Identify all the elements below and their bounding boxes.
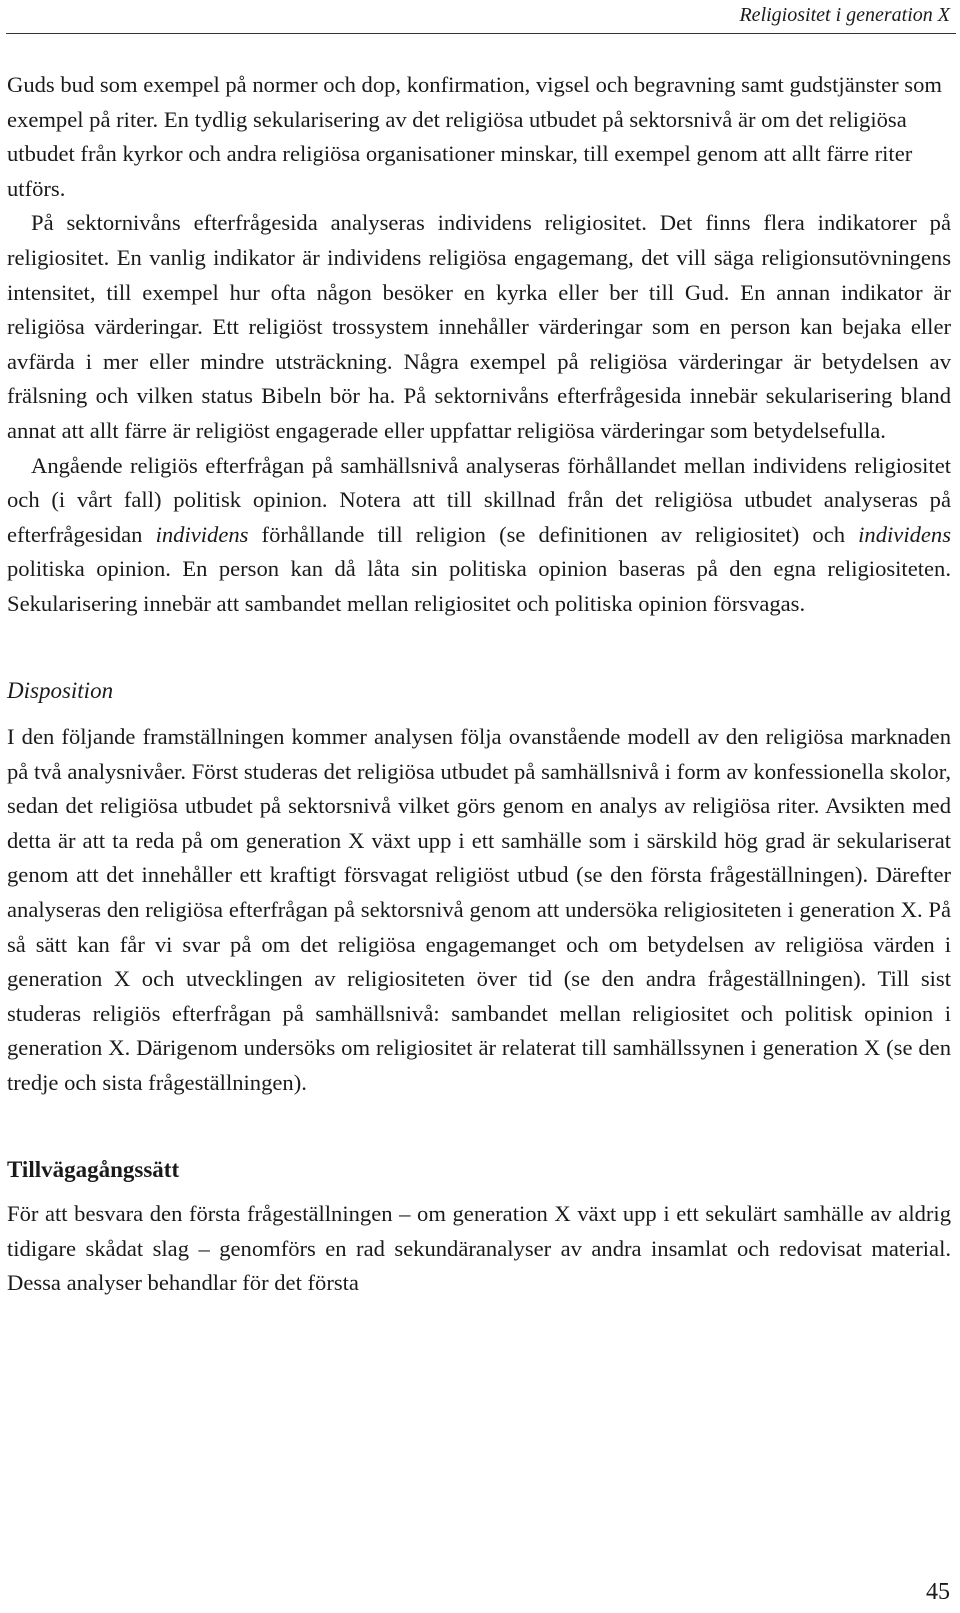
body-text [7, 68, 951, 1301]
paragraph-intro-2: På sektornivåns efterfrågesida analyseras individens religiositet. Det finns flera indikatorer på religiositet. En vanlig indikator är individens religiösa engagemang, det vill säga religionsutövningens intensitet, till exempel hur ofta någon besöker en kyrka eller ber till Gud. En annan indikator är religiösa värderingar. Ett religiöst trossystem innehåller värderingar som en person kan bejaka eller avfärda i mer eller mindre utsträckning. Några exempel på religiösa värderingar är betydelsen av frälsning och vilken status Bibeln bör ha. På sektornivåns efterfrågesida innebär sekularisering bland annat att allt färre är religiöst engagerade eller uppfattar religiösa värderingar som betydelsefulla. [7, 210, 951, 443]
paragraph-intro-3-text-b: förhållande till religion (se definitionen av religiositet) och [248, 521, 859, 547]
header-rule [6, 33, 956, 34]
paragraph-disposition: I den följande framställningen kommer analysen följa ovanstående modell av den religiösa marknaden på två analysnivåer. Först studeras det religiösa utbudet på samhällsnivå i form av konfessionella skolor, sedan det religiösa utbudet på sektorsnivå vilket görs genom en analys av religiösa riter. Avsikten med detta är att ta reda på om generation X växt upp i ett samhälle som i särskild hög grad är sekulariserat genom att det innehåller ett kraftigt försvagat religiöst utbud (se den första frågeställningen). Därefter analyseras den religiösa efterfrågan på sektorsnivå genom att undersöka religiositeten i generation X. På så sätt kan får vi svar på om det religiösa engagemanget och om betydelsen av religiösa värden i generation X och utvecklingen av religiositeten över tid (se den andra frågeställningen). Till sist studeras religiös efterfrågan på samhällsnivå: sambandet mellan religiositet och politisk opinion i generation X. Därigenom undersöks om religiositet är relaterat till samhällssynen i generation X (se den tredje och sista frågeställningen). [7, 724, 951, 1096]
section-heading-disposition: Disposition [7, 677, 114, 703]
paragraph-intro-3-text-c: politiska opinion. En person kan då låta sin politiska opinion baseras på den egna religiositeten. Sekularisering innebär att sambandet mellan religiositet och politiska opinion försvagas. [7, 556, 951, 616]
emphasis-individens-1: individens [155, 521, 249, 547]
page-number: 45 [926, 1579, 950, 1605]
section-heading-method: Tillvägagångssätt [7, 1156, 180, 1182]
paragraph-method: För att besvara den första frågeställningen – om generation X växt upp i ett sekulärt samhälle av aldrig tidigare skådat slag – genomförs en rad sekundäranalyser av andra insamlat och redovisat material. Dessa analyser behandlar för det första [7, 1201, 951, 1296]
running-head: Religiositet i generation X [739, 4, 950, 26]
emphasis-individens-2: individens [858, 521, 952, 547]
paragraph-intro-3 [7, 449, 951, 622]
paragraph-intro-1: Guds bud som exempel på normer och dop, konfirmation, vigsel och begravning samt gudstjänster som exempel på riter. En tydlig sekularisering av det religiösa utbudet på sektorsnivå är om det religiösa utbudet från kyrkor och andra religiösa organisationer minskar, till exempel genom att allt färre riter utförs. [7, 72, 942, 201]
paragraph-intro-3-text-a: Angående religiös efterfrågan på samhällsnivå analyseras förhållandet mellan individens religiositet och (i vårt fall) politisk opinion. Notera att till skillnad från det religiösa utbudet analyseras på efterfrågesidan [7, 452, 951, 547]
